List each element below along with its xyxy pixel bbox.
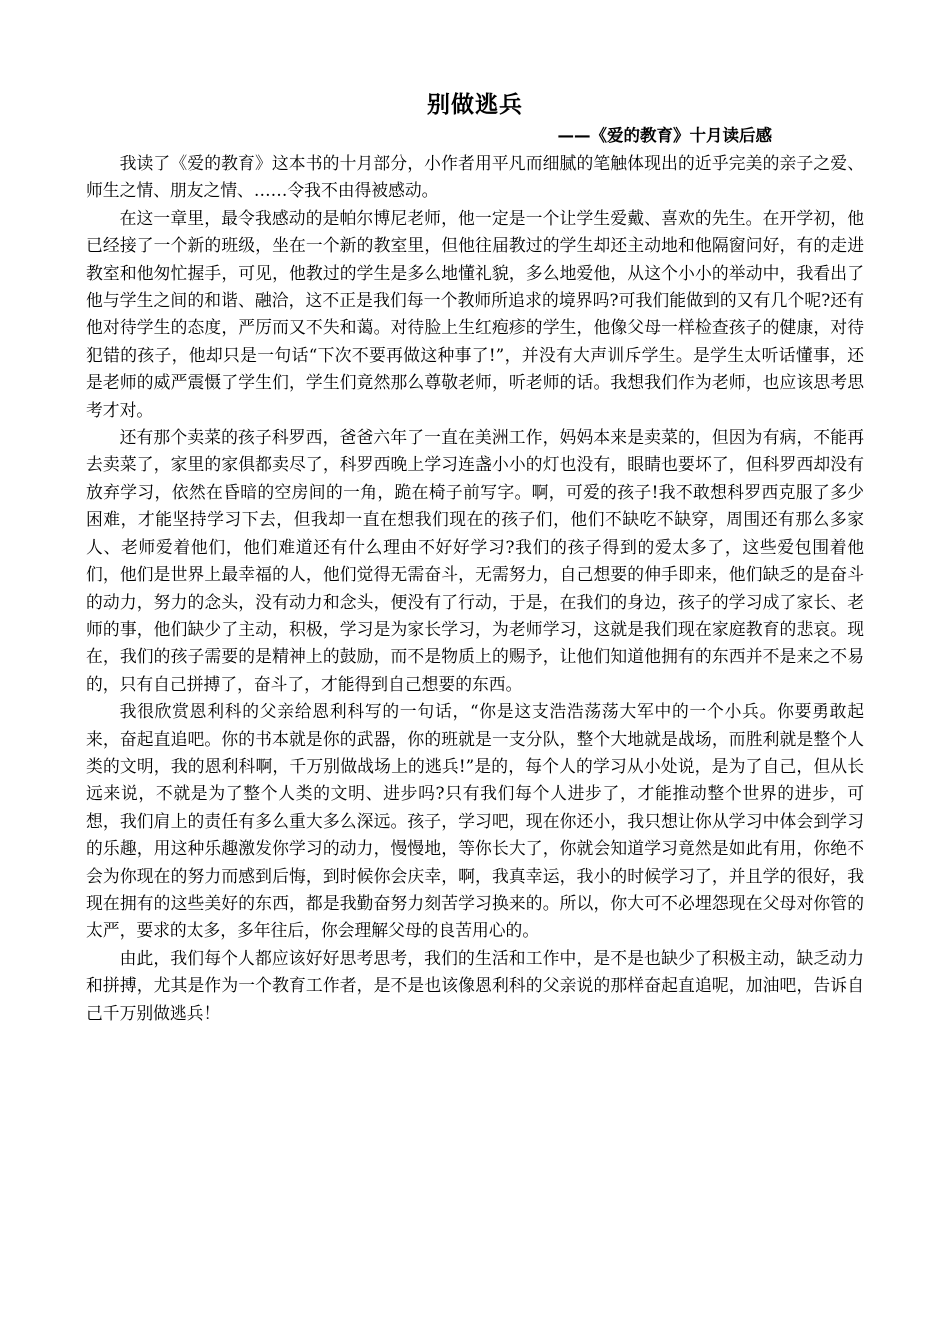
document-subtitle: ——《爱的教育》十月读后感 xyxy=(557,126,772,145)
paragraph-2: 在这一章里，最令我感动的是帕尔博尼老师，他一定是一个让学生爱戴、喜欢的先生。在开学初，他已经接了一个新的班级，坐在一个新的教室里，但他往届教过的学生却还主动地和他隔窗问好，有的走进教室和他匆忙握手，可见，他教过的学生是多么地懂礼貌，多么地爱他，从这个小小的举动中，我看出了他与学生之间的和谐、融洽，这不正是我们每一个教师所追求的境界吗?可我们能做到的又有几个呢?还有他对待学生的态度，严厉而又不失和蔼。对待脸上生红疱疹的学生，他像父母一样检查孩子的健康，对待犯错的孩子，他却只是一句话“下次不要再做这种事了!”，并没有大声训斥学生。是学生太听话懂事，还是老师的威严震慑了学生们，学生们竟然那么尊敬老师，听老师的话。我想我们作为老师，也应该思考思考才对。 xyxy=(86,207,864,420)
document-title: 别做逃兵 xyxy=(427,92,523,118)
paragraph-1: 我读了《爱的教育》这本书的十月部分，小作者用平凡而细腻的笔触体现出的近乎完美的亲子之爱、师生之情、朋友之情、……令我不由得被感动。 xyxy=(86,153,864,201)
document-page xyxy=(86,88,864,1027)
paragraph-4: 我很欣赏恩利科的父亲给恩利科写的一句话，“你是这支浩浩荡荡大军中的一个小兵。你要勇敢起来，奋起直追吧。你的书本就是你的武器，你的班就是一支分队，整个大地就是战场，而胜利就是整个人类的文明，我的恩利科啊，千万别做战场上的逃兵!”是的，每个人的学习从小处说，是为了自己，但从长远来说，不就是为了整个人类的文明、进步吗?只有我们每个人进步了，才能推动整个世界的进步，可想，我们肩上的责任有多么重大多么深远。孩子，学习吧，现在你还小，我只想让你从学习中体会到学习的乐趣，用这种乐趣激发你学习的动力，慢慢地，等你长大了，你就会知道学习竟然是如此有用，你绝不会为你现在的努力而感到后悔，到时候你会庆幸，啊，我真幸运，我小的时候学习了，并且学的很好，我现在拥有的这些美好的东西，都是我勤奋努力刻苦学习换来的。所以，你大可不必埋怨现在父母对你管的太严，要求的太多，多年往后，你会理解父母的良苦用心的。 xyxy=(86,701,864,941)
paragraph-3: 还有那个卖菜的孩子科罗西，爸爸六年了一直在美洲工作，妈妈本来是卖菜的，但因为有病，不能再去卖菜了，家里的家俱都卖尽了，科罗西晚上学习连盏小小的灯也没有，眼睛也要坏了，但科罗西却没有放弃学习，依然在昏暗的空房间的一角，跪在椅子前写字。啊，可爱的孩子!我不敢想科罗西克服了多少困难，才能坚持学习下去，但我却一直在想我们现在的孩子们，他们不缺吃不缺穿，周围还有那么多家人、老师爱着他们，他们难道还有什么理由不好好学习?我们的孩子得到的爱太多了，这些爱包围着他们，他们是世界上最幸福的人，他们觉得无需奋斗，无需努力，自己想要的伸手即来，他们缺乏的是奋斗的动力，努力的念头，没有动力和念头，便没有了行动，于是，在我们的身边，孩子的学习成了家长、老师的事，他们缺少了主动，积极，学习是为家长学习，为老师学习，这就是我们现在家庭教育的悲哀。现在，我们的孩子需要的是精神上的鼓励，而不是物质上的赐予，让他们知道他拥有的东西并不是来之不易的，只有自己拼搏了，奋斗了，才能得到自己想要的东西。 xyxy=(86,427,864,694)
paragraph-5: 由此，我们每个人都应该好好思考思考，我们的生活和工作中，是不是也缺少了积极主动，缺乏动力和拼搏，尤其是作为一个教育工作者，是不是也该像恩利科的父亲说的那样奋起直追呢，加油吧，告诉自己千万别做逃兵！ xyxy=(86,947,864,1023)
